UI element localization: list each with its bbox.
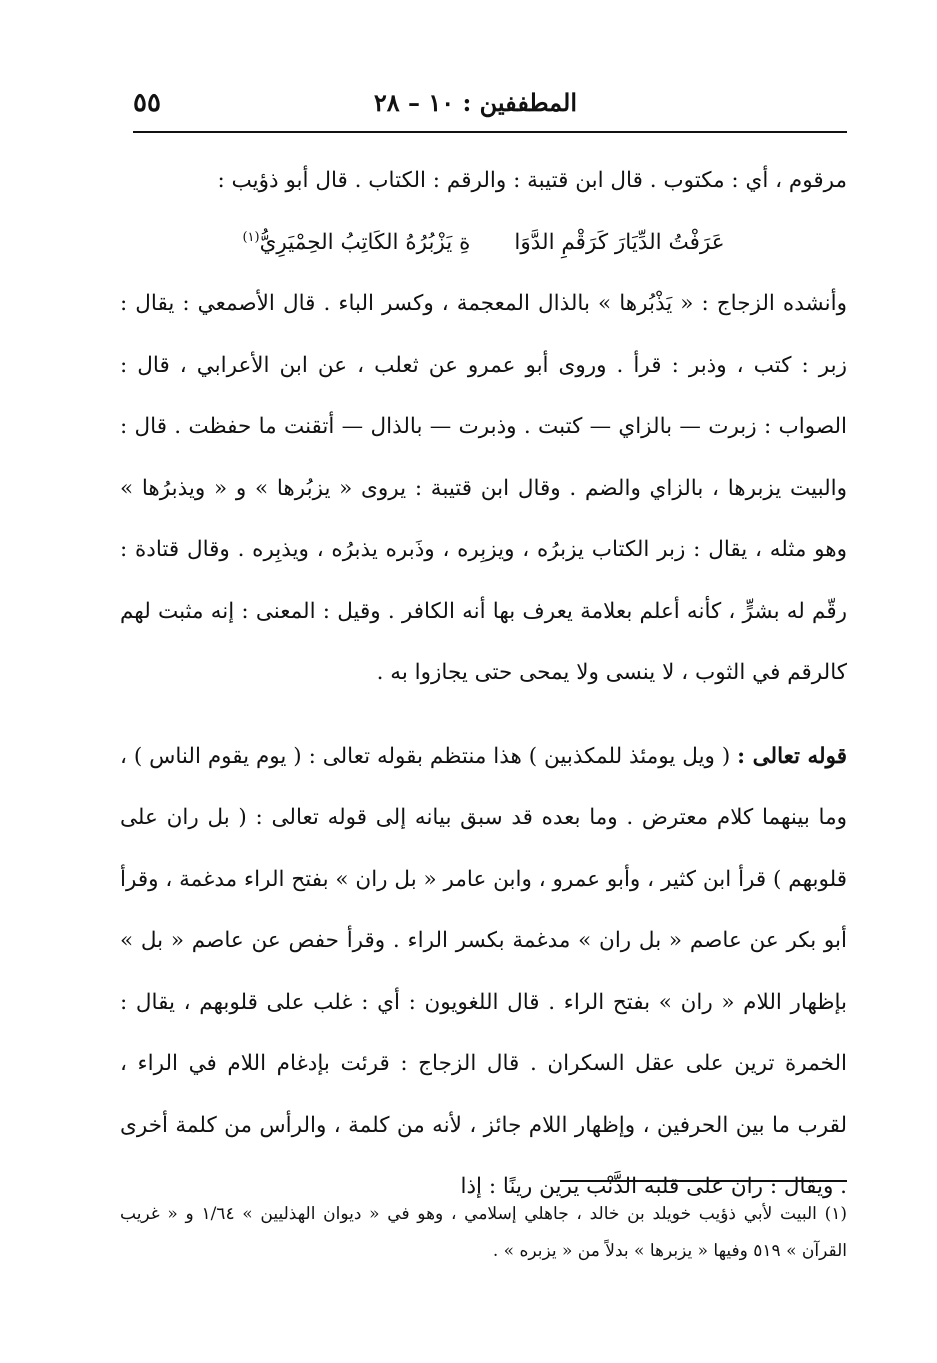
footnote-rule <box>560 1180 847 1182</box>
verse-second-hemistich-text: ةِ يَزْبُرُهُ الكَاتِبُ الحِمْيَرِيُّ <box>259 229 471 255</box>
footnote-1: (١) البيت لأبي ذؤيب خويلد بن خالد ، جاهلي إسلامي ، وهو في « ديوان الهذليين » ١/٦٤ و « غريب القرآن » ٥١٩ وفيها « يزبرها » بدلاً من « يزبره » . <box>120 1204 847 1261</box>
paragraph-verse-explanation <box>120 726 847 1218</box>
verse-second-hemistich <box>242 212 470 274</box>
page-header <box>133 82 847 130</box>
paragraph-lead: قوله تعالى : <box>737 743 847 769</box>
page-number: ٥٥ <box>133 88 161 118</box>
poetry-verse <box>120 212 847 274</box>
running-title: المطففين : ١٠ – ٢٨ <box>373 88 577 117</box>
footnotes <box>120 1196 847 1270</box>
paragraph-commentary: وأنشده الزجاج : « يَذْبُرها » بالذال المعجمة ، وكسر الباء . قال الأصمعي : يقال : زبر : كتب ، وذبر : قرأ . وروى أبو عمرو عن ثعلب ، عن ابن الأعرابي ، قال : الصواب : زبرت — بالزاي — كتبت . وذبرت — بالذال — أتقنت ما حفظت . قال : والبيت يزبرها ، بالزاي والضم . وقال ابن قتيبة : يروى « يزبُرها » و « ويذبرُها » وهو مثله ، يقال : زبر الكتاب يزبرُه ، ويزبِره ، وذَبره يذبرُه ، ويذبِره . وقال قتادة : رقّم له بشرٍّ ، كأنه أعلم بعلامة يعرف بها أنه الكافر . وقيل : المعنى : إنه مثبت لهم كالرقم في الثوب ، لا ينسى ولا يمحى حتى يجازوا به . <box>120 291 847 685</box>
footnote-reference: (١) <box>242 229 260 245</box>
verse-first-hemistich: عَرَفْتُ الدِّيَارَ كَرَقْمِ الدَّوَا <box>514 229 725 255</box>
paragraph-body: ( ويل يومئذ للمكذبين ) هذا منتظم بقوله تعالى : ( يوم يقوم الناس ) ، وما بينهما كلام معترض . وما بعده قد سبق بيانه إلى قوله تعالى : ( بل ران على قلوبهم ) قرأ ابن كثير ، وأبو عمرو ، وابن عامر « بل ران » بفتح الراء مدغمة ، وقرأ أبو بكر عن عاصم « بل ران » مدغمة بكسر الراء . وقرأ حفص عن عاصم « بل » بإظهار اللام « ران » بفتح الراء . قال اللغويون : أي : غلب على قلوبهم ، يقال : الخمرة ترين على عقل السكران . قال الزجاج : قرئت بإدغام اللام في الراء ، لقرب ما بين الحرفين ، وإظهار اللام جائز ، لأنه من كلمة ، والرأس من كلمة أخرى . ويقال : ران على قلبه الذَّنْب يرين رينًا : إذا <box>120 743 847 1199</box>
header-rule <box>133 131 847 133</box>
main-text <box>120 150 847 1218</box>
paragraph-spacer <box>120 704 847 726</box>
intro-line: مرقوم ، أي : مكتوب . قال ابن قتيبة : والرقم : الكتاب . قال أبو ذؤيب : <box>217 168 847 193</box>
